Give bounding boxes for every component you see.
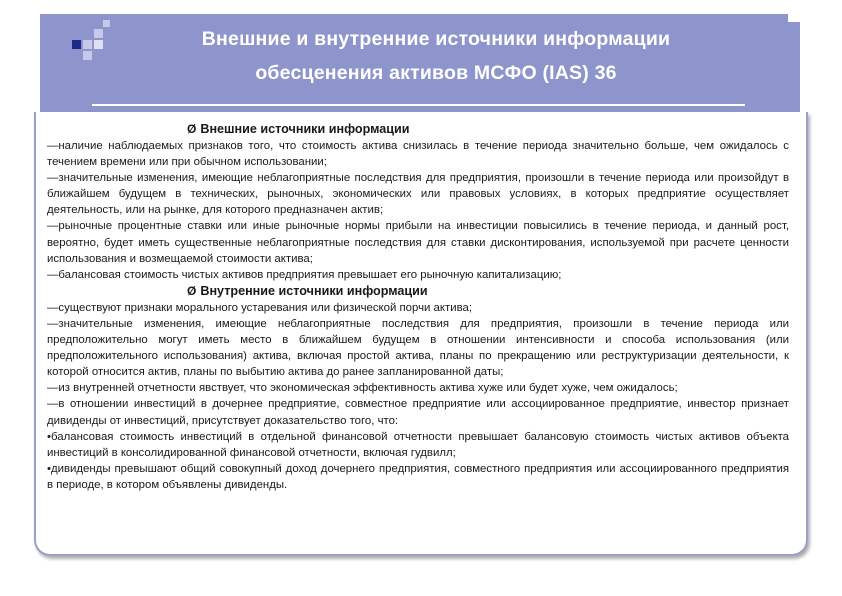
header-notch [788, 14, 800, 22]
list-item: —из внутренней отчетности явствует, что экономическая эффективность актива хуже или будет хуже, чем ожидалось; [47, 382, 678, 395]
content-text [47, 121, 789, 493]
list-item: •дивиденды превышают общий совокупный доход дочернего предприятия, совместного предприятия или ассоциированного предприятия в периоде, в котором объявлены дивиденды. [47, 462, 789, 491]
section-heading-label: Внешние источники информации [200, 122, 410, 136]
title-divider [92, 104, 745, 106]
arrow-bullet-icon: Ø [187, 122, 197, 136]
arrow-bullet-icon: Ø [187, 283, 197, 298]
list-item: —балансовая стоимость чистых активов предприятия превышает его рыночную капитализацию; [47, 268, 562, 281]
section-heading-label: Внутренние источники информации [200, 283, 428, 298]
title-line-2: обесценения активов МСФО (IAS) 36 [255, 62, 617, 84]
section-heading-internal [47, 283, 789, 300]
list-item: —существуют признаки морального устаревания или физической порчи актива; [47, 301, 473, 314]
title-line-1: Внешние и внутренние источники информации [201, 28, 671, 50]
list-item: •балансовая стоимость инвестиций в отдельной финансовой отчетности превышает балансовую стоимость чистых активов объекта инвестиций в консолидированной финансовой отчетности, включая гудвилл; [47, 430, 789, 459]
list-item: —значительные изменения, имеющие неблагоприятные последствия для предприятия, произошли в течение периода или произойдут в ближайшем будущем в технических, рыночных, экономических или правовых условиях, в которых предприятие осуществляет деятельность, или на рынке, для которого предназначен актив; [47, 172, 789, 217]
squares-logo-icon [72, 20, 112, 68]
page-title [120, 22, 752, 90]
list-item: —наличие наблюдаемых признаков того, что стоимость актива снизилась в течение периода значительно больше, чем ожидалось с течением времени или при обычном использовании; [47, 140, 789, 169]
list-item: —в отношении инвестиций в дочернее предприятие, совместное предприятие или ассоциированное предприятие, инвестор признает дивиденды от инвестиций, присутствует доказательство того, что: [47, 398, 789, 427]
list-item: —рыночные процентные ставки или иные рыночные нормы прибыли на инвестиции повысились в течение периода, и данный рост, вероятно, будет иметь существенные неблагоприятные последствия для ставки дисконтирования, используемой при расчете ценности использования и возмещаемой стоимости актива; [47, 220, 789, 265]
list-item: —значительные изменения, имеющие неблагоприятные последствия для предприятия, произошли в течение периода или предположительно могут иметь место в ближайшем будущем в отношении интенсивности и способа использования (или предположительного использования) актива, включая простой актива, планы по прекращению или реструктуризации деятельности, к которой относится актив, планы по выбытию актива до ранее запланированной даты; [47, 317, 789, 379]
section-heading-external [47, 121, 789, 138]
